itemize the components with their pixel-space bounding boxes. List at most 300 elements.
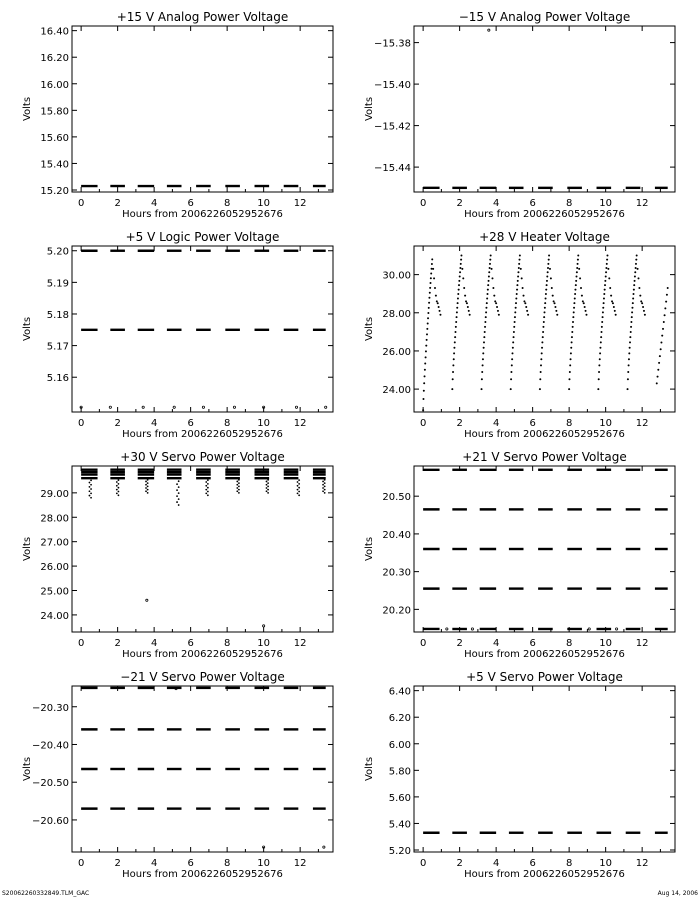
data-point [547, 271, 549, 273]
x-tick-label: 0 [419, 638, 427, 649]
data-point [495, 302, 497, 304]
data-point [666, 294, 668, 296]
data-point [525, 306, 527, 308]
data-point [512, 347, 514, 349]
x-tick-label: 0 [419, 198, 427, 209]
data-point [575, 280, 577, 282]
data-point [577, 259, 579, 261]
data-point [456, 307, 458, 309]
x-axis-label: Hours from 20062260529526​76 [464, 429, 625, 440]
data-point [584, 306, 586, 308]
data-point [629, 347, 631, 349]
y-tick-label: 5.80 [388, 766, 411, 778]
data-point [568, 388, 570, 390]
data-point [145, 487, 147, 489]
data-point [89, 486, 91, 488]
data-point [173, 406, 175, 408]
y-tick-label: −20.60 [31, 815, 69, 827]
data-point [263, 625, 265, 627]
x-tick-label: 4 [492, 858, 500, 869]
data-point [630, 321, 632, 323]
y-tick-label: 5.17 [46, 341, 69, 353]
data-point [322, 484, 324, 486]
data-point [238, 489, 240, 491]
x-axis-label: Hours from 20062260529526​76 [122, 209, 283, 220]
data-point [571, 336, 573, 338]
x-tick-label: 2 [456, 198, 463, 209]
data-point [611, 300, 613, 302]
data-point [493, 295, 495, 297]
data-point [460, 263, 462, 265]
data-point [606, 255, 608, 257]
data-point [454, 331, 456, 333]
data-point [438, 306, 440, 308]
data-point [606, 263, 608, 265]
data-point [615, 628, 617, 630]
data-point [578, 268, 580, 270]
data-point [575, 284, 577, 286]
y-tick-label: 5.40 [388, 819, 411, 831]
data-point [570, 352, 572, 354]
data-point [425, 356, 427, 358]
data-point [481, 378, 483, 380]
data-point [297, 485, 299, 487]
data-point [545, 293, 547, 295]
y-tick-label: 16.00 [40, 79, 69, 91]
data-point [573, 307, 575, 309]
y-axis-label: Volts [22, 536, 33, 562]
data-point [439, 310, 441, 312]
x-tick-label: 8 [565, 858, 573, 869]
data-point [543, 321, 545, 323]
data-point [236, 484, 238, 486]
data-point [439, 314, 441, 316]
x-tick-label: 0 [419, 418, 427, 429]
data-point [298, 479, 300, 481]
data-point [543, 316, 545, 318]
data-point [581, 295, 583, 297]
data-point [635, 259, 637, 261]
data-point [599, 358, 601, 360]
data-point [661, 335, 663, 337]
data-point [514, 321, 516, 323]
data-point [481, 388, 483, 390]
data-point [454, 341, 456, 343]
data-point [489, 267, 491, 269]
data-point [516, 293, 518, 295]
x-tick-label: 4 [150, 858, 158, 869]
x-tick-label: 4 [492, 418, 500, 429]
y-tick-label: 20.30 [382, 567, 411, 579]
data-point [548, 255, 550, 257]
data-point [603, 298, 605, 300]
data-point [545, 289, 547, 291]
data-point [585, 310, 587, 312]
data-point [544, 302, 546, 304]
x-tick-label: 12 [635, 858, 649, 869]
data-point [205, 492, 207, 494]
data-point [434, 287, 436, 289]
chart-title: −15 V Analog Power Voltage [458, 10, 631, 24]
data-point [483, 347, 485, 349]
data-point [602, 316, 604, 318]
data-point [424, 369, 426, 371]
x-tick-label: 8 [565, 638, 573, 649]
data-point [116, 485, 118, 487]
data-point [425, 350, 427, 352]
data-point [513, 336, 515, 338]
data-point [542, 326, 544, 328]
data-point [631, 307, 633, 309]
x-tick-label: 10 [599, 418, 613, 429]
footer-filename: S20062260332849.TLM_GAC [2, 890, 90, 897]
data-point [431, 263, 433, 265]
data-point [116, 492, 118, 494]
data-point [146, 599, 148, 601]
x-tick-label: 0 [419, 858, 427, 869]
y-tick-label: 25.00 [40, 586, 69, 598]
data-point [634, 280, 636, 282]
data-point [426, 333, 428, 335]
x-tick-label: 10 [599, 638, 613, 649]
x-tick-label: 4 [150, 638, 158, 649]
x-tick-label: 10 [257, 638, 271, 649]
data-point [498, 314, 500, 316]
data-point [552, 295, 554, 297]
data-point [601, 321, 603, 323]
data-point [631, 311, 633, 313]
data-point [516, 284, 518, 286]
data-point [116, 489, 118, 491]
data-point [629, 341, 631, 343]
data-point [515, 307, 517, 309]
chart-panel-7 [22, 670, 333, 880]
data-point [266, 477, 268, 479]
y-tick-label: 28.00 [40, 513, 69, 525]
x-tick-label: 2 [114, 418, 121, 429]
data-point [635, 263, 637, 265]
y-tick-label: 15.60 [40, 132, 69, 144]
y-tick-label: 5.60 [388, 792, 411, 804]
data-point [462, 277, 464, 279]
data-point [664, 307, 666, 309]
x-tick-label: 4 [150, 198, 158, 209]
data-point [519, 255, 521, 257]
data-point [582, 300, 584, 302]
data-point [298, 491, 300, 493]
data-point [518, 263, 520, 265]
data-point [266, 487, 268, 489]
data-point [615, 314, 617, 316]
data-point [523, 295, 525, 297]
data-point [322, 481, 324, 483]
x-tick-label: 12 [293, 418, 307, 429]
data-point [298, 483, 300, 485]
data-point [541, 347, 543, 349]
x-tick-label: 0 [77, 198, 85, 209]
data-point [510, 388, 512, 390]
y-tick-label: 15.40 [40, 159, 69, 171]
data-point [488, 271, 490, 273]
data-point [89, 482, 91, 484]
data-point [461, 268, 463, 270]
data-point [571, 331, 573, 333]
data-point [597, 388, 599, 390]
data-point [453, 358, 455, 360]
data-point [422, 398, 424, 400]
y-tick-label: 29.00 [40, 488, 69, 500]
data-point [423, 390, 425, 392]
data-point [458, 284, 460, 286]
data-point [544, 311, 546, 313]
data-point [429, 287, 431, 289]
x-tick-label: 2 [456, 418, 463, 429]
data-point [483, 336, 485, 338]
data-point [546, 284, 548, 286]
data-point [89, 495, 91, 497]
x-tick-label: 2 [114, 638, 121, 649]
data-point [512, 341, 514, 343]
data-point [238, 492, 240, 494]
data-point [145, 484, 147, 486]
data-point [643, 310, 645, 312]
data-point [207, 479, 209, 481]
data-point [601, 331, 603, 333]
chart-panel-4 [364, 230, 675, 440]
data-point [426, 328, 428, 330]
data-point [541, 352, 543, 354]
data-point [322, 490, 324, 492]
data-point [664, 314, 666, 316]
data-point [324, 485, 326, 487]
data-point [238, 482, 240, 484]
y-tick-label: 20.20 [382, 605, 411, 617]
data-point [205, 477, 207, 479]
x-axis-label: Hours from 20062260529526​76 [122, 869, 283, 880]
data-point [604, 284, 606, 286]
data-point [298, 494, 300, 496]
data-point [176, 495, 178, 497]
data-point [453, 352, 455, 354]
x-tick-label: 10 [257, 858, 271, 869]
data-point [207, 487, 209, 489]
y-axis-label: Volts [364, 96, 375, 122]
data-point [637, 268, 639, 270]
data-point [658, 362, 660, 364]
data-point [598, 378, 600, 380]
plot-frame [414, 686, 675, 852]
data-point [489, 259, 491, 261]
data-point [428, 297, 430, 299]
data-point [657, 376, 659, 378]
plot-frame [72, 26, 333, 192]
chart-panel-8 [364, 670, 675, 880]
data-point [486, 293, 488, 295]
y-tick-label: 26.00 [40, 562, 69, 574]
plot-frame [72, 466, 333, 632]
y-axis-label: Volts [364, 316, 375, 342]
data-point [604, 280, 606, 282]
data-point [431, 258, 433, 260]
data-point [627, 388, 629, 390]
data-point [517, 271, 519, 273]
data-point [429, 282, 431, 284]
y-tick-label: 24.00 [40, 610, 69, 622]
data-point [178, 480, 180, 482]
data-point [630, 326, 632, 328]
x-tick-label: 6 [187, 198, 194, 209]
x-axis-label: Hours from 20062260529526​76 [122, 429, 283, 440]
y-tick-label: 5.19 [46, 278, 69, 290]
plot-frame [414, 26, 675, 192]
y-axis-label: Volts [22, 316, 33, 342]
data-point [633, 293, 635, 295]
data-point [485, 311, 487, 313]
data-point [422, 409, 424, 411]
data-point [236, 490, 238, 492]
data-point [425, 345, 427, 347]
data-point [604, 289, 606, 291]
chart-title: −21 V Servo Power Voltage [120, 670, 285, 684]
chart-title: +5 V Logic Power Voltage [125, 230, 280, 244]
data-point [588, 628, 590, 630]
data-point [457, 293, 459, 295]
data-point [576, 271, 578, 273]
data-point [267, 485, 269, 487]
data-point [600, 341, 602, 343]
data-point [484, 321, 486, 323]
data-point [145, 481, 147, 483]
data-point [178, 486, 180, 488]
data-point [466, 302, 468, 304]
data-point [549, 268, 551, 270]
data-point [430, 277, 432, 279]
data-point [178, 504, 180, 506]
data-point [90, 479, 92, 481]
data-point [547, 267, 549, 269]
data-point [118, 479, 120, 481]
data-point [437, 302, 439, 304]
data-point [550, 277, 552, 279]
data-point [642, 306, 644, 308]
data-point [430, 272, 432, 274]
y-tick-label: 24.00 [382, 385, 411, 397]
data-point [598, 371, 600, 373]
data-point [497, 310, 499, 312]
data-point [629, 336, 631, 338]
y-axis-label: Volts [364, 756, 375, 782]
x-tick-label: 6 [187, 418, 194, 429]
data-point [574, 293, 576, 295]
y-tick-label: 5.20 [46, 246, 69, 258]
data-point [236, 487, 238, 489]
y-axis-label: Volts [22, 96, 33, 122]
data-point [490, 255, 492, 257]
data-point [463, 287, 465, 289]
data-point [267, 489, 269, 491]
data-point [458, 289, 460, 291]
data-point [481, 371, 483, 373]
data-point [459, 271, 461, 273]
data-point [547, 263, 549, 265]
data-point [297, 481, 299, 483]
x-axis-label: Hours from 20062260529526​76 [464, 649, 625, 660]
data-point [468, 310, 470, 312]
data-point [632, 302, 634, 304]
x-tick-label: 12 [293, 638, 307, 649]
data-point [236, 481, 238, 483]
y-tick-label: −15.38 [373, 38, 411, 50]
data-layer [422, 255, 669, 412]
data-point [524, 302, 526, 304]
y-tick-label: 20.40 [382, 529, 411, 541]
data-point [432, 268, 434, 270]
x-axis-label: Hours from 20062260529526​76 [464, 869, 625, 880]
data-point [634, 271, 636, 273]
data-point [207, 491, 209, 493]
data-point [659, 355, 661, 357]
data-layer [423, 29, 668, 188]
y-tick-label: 28.00 [382, 308, 411, 320]
data-point [574, 298, 576, 300]
data-point [574, 289, 576, 291]
x-tick-label: 2 [114, 858, 121, 869]
data-point [482, 352, 484, 354]
data-point [207, 494, 209, 496]
data-point [427, 323, 429, 325]
data-point [467, 306, 469, 308]
x-tick-label: 8 [565, 198, 573, 209]
data-point [663, 321, 665, 323]
x-axis-label: Hours from 20062260529526​76 [464, 209, 625, 220]
data-point [176, 501, 178, 503]
data-point [324, 489, 326, 491]
y-tick-label: −20.50 [31, 778, 69, 790]
data-point [519, 259, 521, 261]
data-point [205, 489, 207, 491]
y-tick-label: 5.18 [46, 309, 69, 321]
x-tick-label: 10 [599, 198, 613, 209]
x-tick-label: 10 [257, 198, 271, 209]
data-point [469, 314, 471, 316]
data-point [324, 482, 326, 484]
data-point [570, 347, 572, 349]
y-tick-label: 30.00 [382, 270, 411, 282]
chart-title: +15 V Analog Power Voltage [116, 10, 289, 24]
data-point [526, 310, 528, 312]
data-point [436, 300, 438, 302]
data-point [488, 29, 490, 31]
data-point [660, 341, 662, 343]
data-point [570, 358, 572, 360]
data-point [513, 331, 515, 333]
x-tick-label: 8 [223, 638, 231, 649]
data-point [484, 331, 486, 333]
data-point [542, 331, 544, 333]
data-point [459, 276, 461, 278]
x-tick-label: 0 [77, 638, 85, 649]
data-point [511, 352, 513, 354]
data-point [544, 307, 546, 309]
data-point [427, 312, 429, 314]
data-point [118, 487, 120, 489]
y-tick-label: 27.00 [40, 537, 69, 549]
y-tick-label: −15.44 [373, 163, 411, 175]
x-tick-label: 6 [187, 638, 194, 649]
data-point [90, 492, 92, 494]
chart-panel-3 [22, 230, 333, 440]
data-point [89, 477, 91, 479]
